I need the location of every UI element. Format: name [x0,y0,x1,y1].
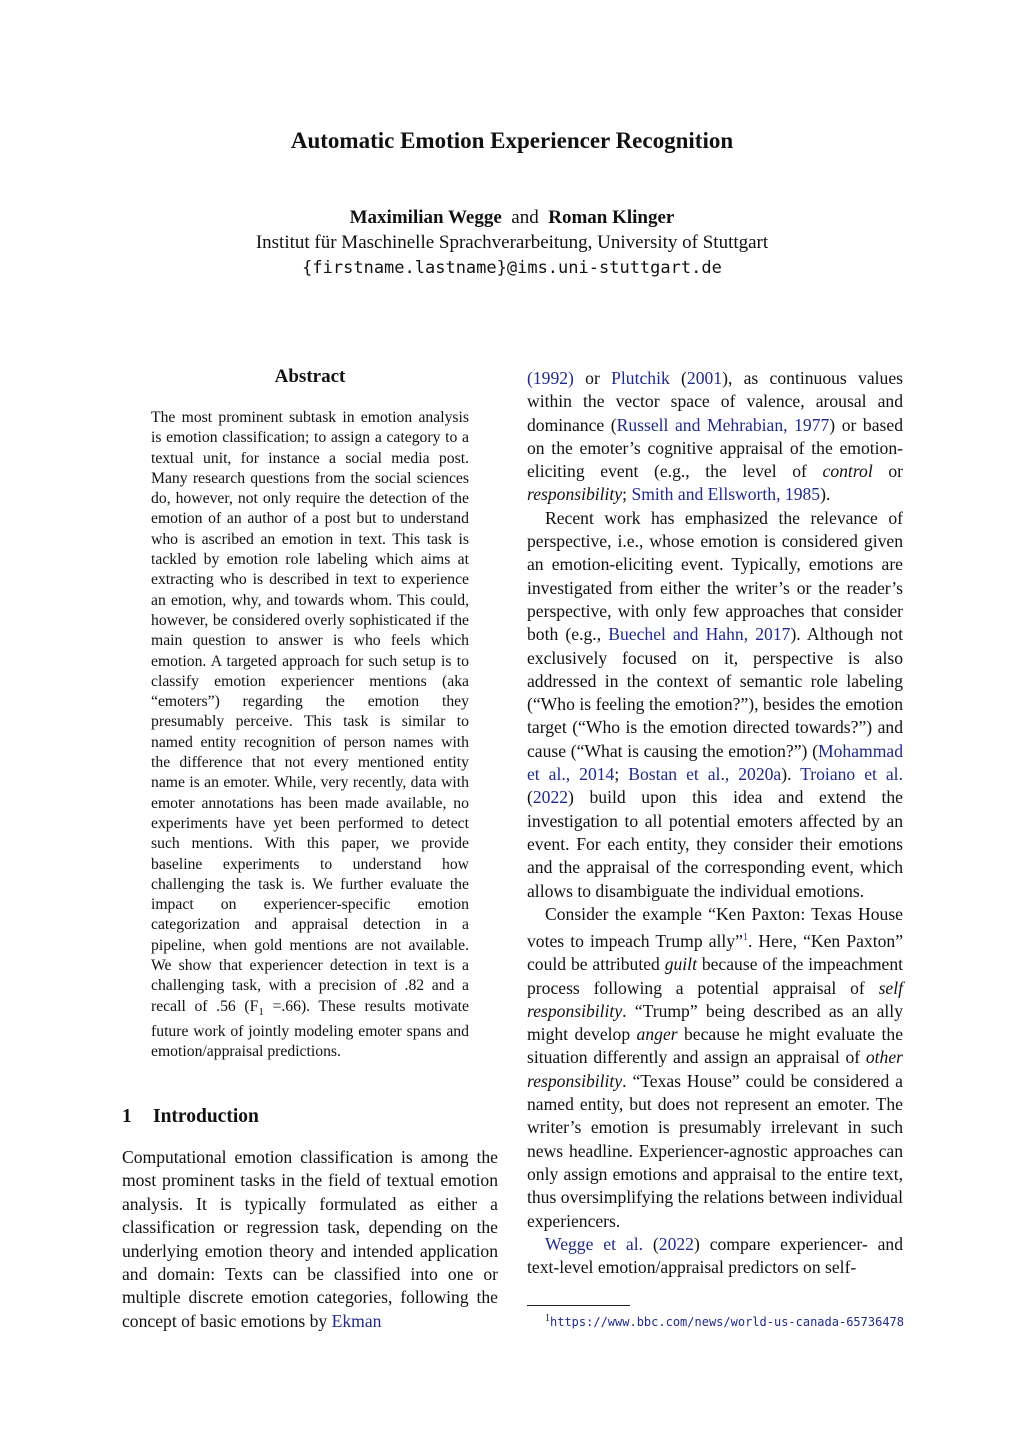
introduction-column-right [527,367,903,1279]
citation-link[interactable]: Wegge et al. [545,1233,643,1254]
text-run: . “Trump” being described as an ally might develop [527,1000,903,1045]
author-affiliation: Institut für Maschinelle Sprachverarbeitung, University of Stuttgart [255,232,769,253]
italic-term: guilt [664,954,697,975]
text-run: ), as continuous values within the vector space of valence, arousal and dominance ( [527,368,903,435]
text-run: Recent work has emphasized the relevance of perspective, i.e., whose emotion is considered given an emotion-eliciting event. Typically, emotions are investigated from either the writer’s or the reader’s perspective, with only few approaches that consider both (e.g., [527,507,903,645]
text-run: ) build upon this idea and extend the investigation to all potential emoters affected by an event. For each entity, they consider their emotions and the appraisal of the corresponding event, which allows to disambiguate the individual emotions. [527,787,903,901]
intro-text: Computational emotion classification is among the most prominent tasks in the field of textual emotion analysis. It is typically formulated as either a classification or regression task, depending on the underlying emotion theory and intended application and domain: Texts can be classified into one or multiple discrete emotion categories, following the concept of basic emotions by [122,1147,498,1331]
intro-paragraph-1 [122,1146,498,1333]
abstract-text [151,408,469,1063]
citation-link[interactable]: Ekman [331,1310,382,1331]
text-run: ( [643,1233,659,1254]
abstract-body-end: =.66). These results motivate future work of jointly modeling emoter spans and emotion/appraisal predictions. [151,997,470,1061]
text-run: ). [820,484,831,505]
text-run: ; [614,764,629,785]
f1-subscript: 1 [258,1005,264,1018]
citation-link[interactable]: 2001 [686,368,723,388]
citation-link[interactable]: Buechel and Hahn, 2017 [608,624,791,645]
text-run: because of the impeachment process following a potential appraisal of [527,954,904,998]
paragraph-continued [527,367,903,507]
citation-link[interactable]: Bostan et al., 2020a [628,764,782,785]
author-name-1: Maximilian Wegge [349,207,502,228]
citation-link[interactable]: Plutchik [611,368,670,388]
text-run: ). Although not exclusively focused on it, perspective is also addressed in the context of semantic role labeling (“Who is feeling the emotion?”), besides the emotion target (“Who is the emotion directed towards?”) and cause (“What is causing the emotion?”) ( [527,624,903,761]
paragraph-example [527,903,903,1233]
text-run: . “Texas House” could be considered a named entity, but does not represent an emoter. The writer’s emotion is presumably irrelevant in such news headline. Experiencer-agnostic approaches can only assign emotions and appraisal to the entire text, thus oversimplifying the relations between individual experiencers. [527,1070,903,1231]
paragraph-perspective [527,507,903,903]
text-run: ( [669,368,687,388]
text-run: or [573,368,612,388]
paper-title: Automatic Emotion Experiencer Recognition [290,128,734,153]
paragraph-wegge [527,1233,903,1280]
text-run: ) compare experiencer- and text-level emotion/appraisal predictors on self- [527,1233,904,1278]
section-number: 1 [122,1106,132,1127]
text-run: . Here, “Ken Paxton” could be attributed [527,930,903,975]
footnote-divider [527,1305,630,1306]
section-heading-introduction [122,1106,502,1128]
text-run: ( [527,787,533,808]
italic-term: responsibility [527,484,623,505]
author-email: {firstname.lastname}@ims.uni-stuttgart.de [302,258,722,278]
text-run: because he might evaluate the situation differently and assign an appraisal of [527,1024,904,1068]
footnote-mark: 1 [545,1313,550,1324]
text-run: ; [622,484,632,505]
text-run: Consider the example “Ken Paxton: Texas House votes to impeach Trump ally” [527,903,903,951]
abstract-heading: Abstract [274,366,346,387]
citation-link[interactable]: Mohammad et al., 2014 [527,740,903,785]
section-title: Introduction [153,1106,259,1127]
italic-term: control [822,461,873,482]
citation-link[interactable]: Russell and Mehrabian, 1977 [616,414,830,435]
italic-term: self responsibility [527,977,903,1021]
footnote-marker[interactable]: 1 [742,932,748,944]
footnote [545,1313,945,1329]
italic-term: other responsibility [527,1047,903,1091]
author-line [0,207,1024,229]
citation-link[interactable]: Troiano et al. [800,764,903,785]
text-run: ). [781,764,801,785]
text-run: or [872,461,903,482]
author-name-2: Roman Klinger [548,207,675,228]
footnote-url[interactable]: https://www.bbc.com/news/world-us-canada-65736478 [550,1315,905,1329]
author-conjunction: and [511,207,539,228]
citation-link[interactable]: Smith and Ellsworth, 1985 [631,484,821,505]
abstract-body: The most prominent subtask in emotion analysis is emotion classification; to assign a category to a textual unit, for instance a social media post. Many research questions from the social sciences do, however, not only require the detection of the emotion of an author of a post but to understand who is ascribed an emotion in text. This task is tackled by emotion role labeling which aims at extracting who is described in text to experience an emotion, why, and towards whom. This could, however, be considered overly sophisticated if the main question to answer is who feels which emotion. A targeted approach for such setup is to classify emotion experiencer mentions (aka “emoters”) regarding the emotion they presumably perceive. This task is similar to named entity recognition of person names with the difference that not every mentioned entity name is an emoter. While, very recently, data with emoter annotations has been made available, no experiments have yet been performed to detect such mentions. With this paper, we provide baseline experiments to understand how challenging the task is. We further evaluate the impact on experiencer-specific emotion categorization and appraisal detection in a pipeline, when gold mentions are not available. We show that experiencer detection in text is a challenging task, with a precision of .82 and a recall of .56 (F [151,409,469,1015]
citation-link[interactable]: (1992) [527,368,574,388]
introduction-column-left [122,1146,498,1333]
text-run: ) or based on the emoter’s cognitive appraisal of the emotion-eliciting event (e.g., the level of [527,414,903,482]
citation-link[interactable]: 2022 [532,787,569,808]
italic-term: anger [636,1024,678,1045]
citation-link[interactable]: 2022 [658,1233,694,1254]
